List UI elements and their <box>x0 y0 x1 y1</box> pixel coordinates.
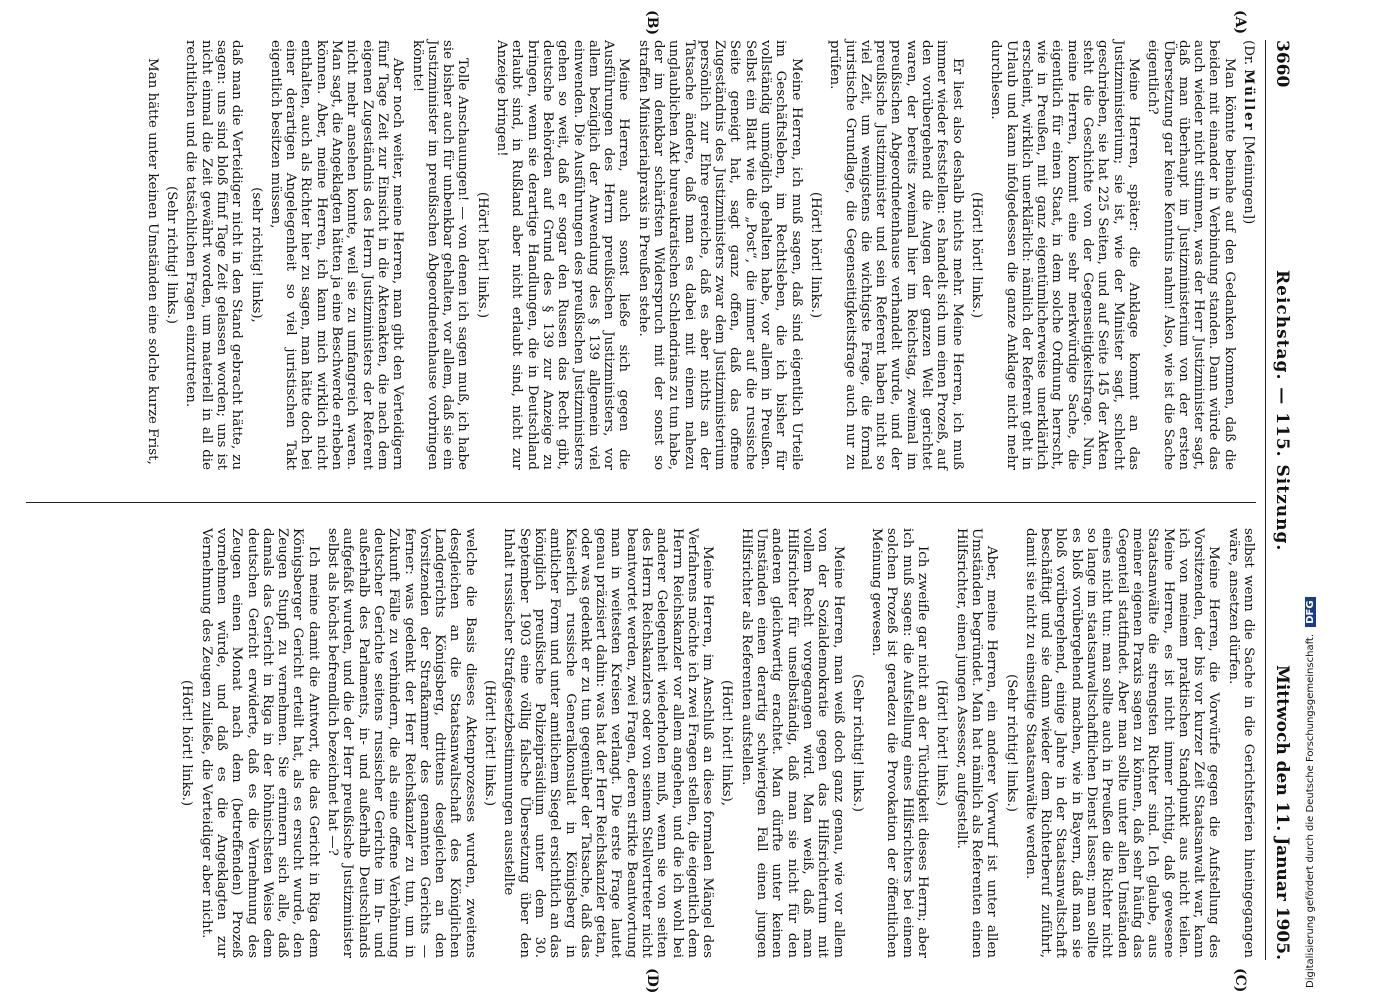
interjection: (Sehr richtig! links.) <box>849 674 865 812</box>
session-title: Reichstag. — 115. Sitzung. <box>1272 270 1292 552</box>
paragraph: Meine Herren, die Vorwürfe gegen die Aufstellung des Vorsitzenden, der bis vor kurzer Zeit Staatsanwalt war, kann ich von meinem praktischen Standpunkt aus nicht teilen. Meine Herren, es ist nicht immer richtig, daß gewesene Staatsanwälte die strengsten Richter sind. Ich glaube, aus meiner eigenen Praxis sagen zu können, daß sehr häufig das Gegenteil stattfindet. Aber man sollte unter allen Umständen eines nicht tun: man sollte auch in Preußen die Richter nicht so lange im staatsanwaltschaftlichen Dienst lassen; man sollte es bloß vorübergehend machen, wie in Bayern, daß man sie bloß vorübergehend, einige Jahre in der Staatsanwaltschaft beschäftigt und sie dann wieder dem Richterberuf zuführt, damit sie nicht zu einseitige Staatsanwälte werden. <box>1022 528 1222 958</box>
paragraph: Meine Herren, ich muß sagen, daß sind eigentlich Urteile im Geschäftsleben, im Rechtsleben, die ich bisher für vollständig unmöglich gehalten habe, vor allem in Preußen. Selbst ein Blatt wie die „Post“, die immer auf die russische Seite geneigt hat, sagt ganz offen, daß das offene Zugeständnis des Justizministers zwar dem Justizministerium persönlich zur Ehre gereiche, daß es aber nichts an der Tatsache ändere, daß man es dabei mit einem nahezu unglaublichen Akt bureaukratischen Schlendrians zu tun habe, der im denkbar schärfsten Widerspruch mit der sonst so straffen Ministerialpraxis in Preußen stehe. <box>635 40 804 470</box>
dfg-logo: DFG <box>1305 597 1316 626</box>
rotated-page <box>10 0 1300 1000</box>
digitization-credit: Digitalisierung gefördert durch die Deutsche Forschungsgemeinschaft. DFG <box>1305 597 1316 988</box>
paragraph: Ich meine damit die Antwort, die das Gericht in Riga dem Königsberger Gericht erteilt hat, als es ersucht wurde, den Zeugen Stupfi zu vernehmen. Sie erinnern sich alle, daß damals das Gericht in Riga in der höhnischsten Weise dem deutschen Gericht erwiderte, daß es die Vernehmung des Zeugen einen Monat nach dem (betreffenden) Prozeß vornehmen würde, und daß es die Angeklagten zur Vernehmung des Zeugen zuließe, die Verteidiger aber nicht. <box>198 528 321 958</box>
margin-marker-d: (D) <box>644 968 660 994</box>
left-column <box>141 40 1256 470</box>
interjection: (sehr richtig! links), <box>248 187 264 323</box>
page-header <box>1266 40 1292 960</box>
interjection: (Hört! hört! links.) <box>474 191 490 319</box>
paragraph: Er liest also deshalb nichts mehr. Meine Herren, ich muß immer wieder feststellen: es handelt sich um einen Prozeß, auf den vorübergehend die Augen der ganzen Welt gerichtet waren, der bereits zweimal hier im Reichstag, zweimal im preußischen Abgeordnetenhause verhandelt wurde, und der preußische Justizminister und sein Referent haben nicht so viel Zeit, um wenigstens die wichtigste Frage, die formal juristische Grundlage, die Gegenseitigkeitsfrage auch nur zu prüfen. <box>827 40 965 470</box>
paragraph: Meine Herren, auch sonst ließe sich gegen die Ausführungen des Herrn preußischen Justizministers, vor allem bezüglich der Anwendung des § 139 allgemein viel einwenden. Die Ausführungen des preußischen Justizministers gehen so weit, daß er sogar den Russen das Recht gibt, deutsche Behörden auf Grund des § 139 zur Anzeige zu bringen, wenn sie derartige Handlungen, die in Deutschland erlaubt sind, in Rußland aber nicht erlaubt sind, nicht zur Anzeige bringen! <box>494 40 632 470</box>
paragraph: Meine Herren, später: die Anklage kommt an das Justizministerium; sie ist, wie der Minister sagt, schlecht geschrieben, sie hat 225 Seiten, und auf Seite 145 der Akten steht die Geschichte von der Gegenseitigkeitsfrage. Nun, meine Herren, kommt eine sehr merkwürdige Sache, die eigentlich für einen Staat, in dem solche Ordnung herrscht, wie in Preußen, mit ganz eigentümlicherweise unerklärlich erscheint, wirklich unerklärlich: nämlich der Referent geht in Urlaub und kann infolgedessen die ganze Anklage nicht mehr durchlesen. <box>988 40 1141 470</box>
paragraph: Meine Herren, im Anschluß an diese formalen Mängel des Verfahrens möchte ich zwei Fragen stellen, die eigentlich dem Herrn Reichskanzler vor allem angehen, und die ich wohl bei anderer Gelegenheit wiederholen muß, wenn sie von seiten des Herrn Reichskanzlers oder von seinem Stellvertreter nicht beantwortet werden, zwei Fragen, deren strikte Beantwortung man in weitesten Kreisen verlangt. Die erste Frage lautet genau präzisiert dahin: was hat der Herr Reichskanzler getan, oder was gedenkt er zu tun gegenüber der Tatsache, daß das Kaiserlich russische Generalkonsulat in Königsberg in amtlicher Form und unter amtlichem Siegel ersichtlich an das königlich preußische Polizeipräsidium unter dem 30. September 1903 eine völlig falsche Übersetzung über den Inhalt russischer Strafgesetzbestimmungen ausstellte <box>501 528 716 958</box>
session-date: Mittwoch den 11. Januar 1905. <box>1272 665 1292 960</box>
interjection: (Hört! hört! links.) <box>807 191 823 319</box>
paragraph: Meine Herren, man weiß doch ganz genau, wie vor allem von der Sozialdemokratie gegen das Hilfsrichtertum mit vollem Recht vorgegangen wird. Man weiß, daß man Hilfsrichter für unselbständig, daß man sie nicht für den anderen gleichwertig erachtet. Man dürfte unter keinen Umständen einen derartig schwierigen Fall einen jungen Hilfsrichter als Referenten aufstellen. <box>738 528 846 958</box>
paragraph: Ich zweifle gar nicht an der Tüchtigkeit dieses Herrn; aber ich muß sagen: die Aufstellung eines Hilfsrichters bei einem solchen Prozeß ist geradezu die Provokation der öffentlichen Meinung gewesen. <box>869 528 931 958</box>
interjection: (Hört! hört! links.) <box>968 191 984 319</box>
speaker-line: (Dr. Müller [Meiningen]) <box>1241 40 1257 225</box>
margin-marker-c: (C) <box>1232 968 1248 993</box>
interjection: (Hört! hört! links), <box>719 679 735 807</box>
paragraph: Tolle Anschauungen! — von denen ich sagen muß, ich habe sie bisher auch für unbenkbar gehalten, vor allem, daß sie ein Justizminister im preußischen Abgeordnetenhause vorbringen könnte! <box>409 40 471 470</box>
right-column <box>175 528 1256 958</box>
interjection: (Hört! hört! links.) <box>934 679 950 807</box>
interjection: (Sehr richtig! links.) <box>1003 674 1019 812</box>
header-rule <box>1265 40 1266 960</box>
column-divider <box>26 502 1256 503</box>
paragraph: welche die Basis dieses Aktenprozesses wurden, zweitens desgleichen an die Staatsanwaltschaft des Königlichen Landgerichts Königsberg, drittens desgleichen an den Vorsitzenden der Strafkammer des genannten Gerichts — ferner: was gedenkt der Herr Reichskanzler zu tun, um in Zukunft Fälle zu verhindern, die als eine offene Verhöhnung deutscher Gerichte seitens russischer Gerichte im In- und außerhalb des Parlaments, in- und außerhalb Deutschlands aufgefaßt wurden, und die der Herr preußische Justizminister selbst als höchst befremdlich bezeichnet hat —? <box>325 528 478 958</box>
interjection: (Hört! hört! links.) <box>482 679 498 807</box>
interjection: (Hört! hört! links.) <box>179 679 195 807</box>
paragraph: daß man die Verteidiger nicht in den Stand gebracht hätte, zu sagen: uns sind bloß fünf Tage Zeit gelassen worden; uns ist nicht einmal die Zeit gewährt worden, um materiell in all die rechtlichen und die tatsächlichen Fragen einzutreten. <box>183 40 245 470</box>
paragraph: Aber, meine Herren, ein anderer Vorwurf ist unter allen Umständen begründet. Man hat nämlich als Referenten einen Hilfsrichter, einen jungen Assessor, aufgestellt. <box>953 528 1000 958</box>
speaker-name: Müller <box>1241 69 1257 132</box>
paragraph: selbst wenn die Sache in die Gerichtsferien hineingegangen wäre, ansetzen dürfen. <box>1225 528 1256 958</box>
paragraph: Man könnte beinahe auf den Gedanken kommen, daß die beiden mit einander in Verbindung standen. Dann würde das auch wieder nicht stimmen, was der Herr Justizminister sagt, daß man überhaupt im Justizministerium von der ersten Übersetzung gar keine Kenntnis nahm! Also, wie ist die Sache eigentlich? <box>1145 40 1237 470</box>
margin-marker-b: (B) <box>644 10 660 36</box>
paragraph: Man hätte unter keinen Umständen eine solche kurze Frist, <box>144 58 160 465</box>
page-number: 3660 <box>1272 40 1292 88</box>
margin-marker-a: (A) <box>1232 10 1248 35</box>
interjection: (Sehr richtig! links.) <box>164 186 180 324</box>
paragraph: Aber noch weiter, meine Herren, man gibt den Verteidigern fünf Tage Zeit zur Einsicht in die Aktenakten, die nach dem eigenen Zugeständnis des Herrn Justizministers der Referent nicht mehr ansehen konnte, weil sie zu umfangreich waren. Man sagt, die Angeklagten hätten ja eine Beschwerde erheben können. Aber, meine Herren, ich kann mich wirklich nicht enthalten, auch als Richter hier zu sagen, man hätte doch bei einer derartigen Angelegenheit so viel juristischen Takt eigentlich besitzen müssen, <box>267 40 406 470</box>
